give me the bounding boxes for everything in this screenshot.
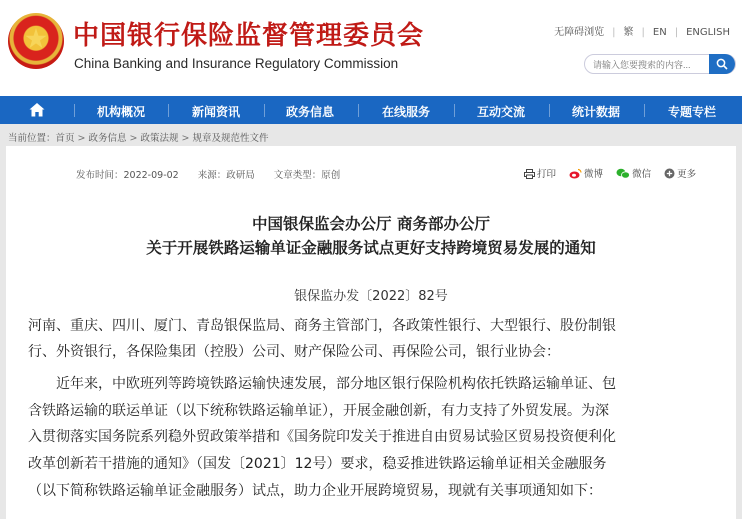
body-line: 行、外资银行，各保险集团（控股）公司、财产保险公司、再保险公司，银行业协会：: [28, 344, 560, 360]
body-line: 改革创新若干措施的通知》（国发〔2021〕12号）要求，稳妥推进铁路运输单证相关金融服务: [28, 456, 607, 472]
printer-icon: [524, 169, 535, 179]
nav-divider: [168, 104, 169, 117]
document-number: 银保监办发〔2022〕82号: [294, 289, 448, 304]
nav-item-online-service[interactable]: 在线服务: [382, 105, 431, 119]
weibo-icon: [569, 168, 582, 179]
main-nav: [0, 96, 742, 124]
body-line: 含铁路运输的联运单证（以下统称铁路运输单证），开展金融创新，有力支持了外贸发展。为深: [28, 403, 609, 419]
print-label: 打印: [537, 169, 557, 180]
publish-date: 发布时间：2022-09-02: [76, 170, 179, 181]
article-source: 来源：政研局: [197, 170, 255, 181]
more-label: 更多: [677, 169, 697, 180]
article-meta: [76, 167, 356, 181]
nav-divider: [358, 104, 359, 117]
breadcrumb: 当前位置：首页 > 政务信息 > 政策法规 > 规章及规范性文件: [8, 133, 269, 144]
breadcrumb-prefix: 当前位置：: [8, 133, 56, 144]
search-icon: [716, 58, 728, 70]
breadcrumb-home[interactable]: 首页: [55, 133, 75, 144]
breadcrumb-regulations[interactable]: 规章及规范性文件: [192, 133, 269, 144]
breadcrumb-gov-info[interactable]: 政务信息: [88, 133, 127, 144]
site-title-cn: 中国银行保险监督管理委员会: [73, 21, 425, 51]
nav-item-statistics[interactable]: 统计数据: [572, 105, 621, 119]
nav-divider: [74, 104, 75, 117]
nav-divider: [264, 104, 265, 117]
nav-divider: [454, 104, 455, 117]
nav-item-gov-info[interactable]: 政务信息: [286, 105, 335, 119]
wechat-label: 微信: [632, 169, 652, 180]
english-link[interactable]: ENGLISH: [686, 27, 730, 38]
search-box: [584, 54, 736, 74]
home-icon[interactable]: [28, 101, 46, 119]
national-emblem-icon: [8, 13, 64, 69]
en-link[interactable]: EN: [652, 27, 667, 38]
site-title-en: China Banking and Insurance Regulatory Commission: [74, 56, 399, 71]
search-input[interactable]: [593, 57, 701, 72]
nav-item-interaction[interactable]: 互动交流: [477, 105, 526, 119]
share-bar: [524, 166, 706, 180]
article-panel: [6, 146, 736, 519]
article-type: 文章类型：原创: [273, 170, 341, 181]
site-header: [0, 0, 742, 96]
weibo-share-button[interactable]: [569, 166, 603, 180]
weibo-label: 微博: [584, 169, 604, 180]
document-title-line2: 关于开展铁路运输单证金融服务试点更好支持跨境贸易发展的通知: [146, 239, 596, 257]
wechat-share-button[interactable]: [616, 166, 651, 180]
nav-divider: [644, 104, 645, 117]
traditional-chinese-link[interactable]: 繁: [623, 27, 634, 38]
nav-divider: [549, 104, 550, 117]
nav-item-special-topics[interactable]: 专题专栏: [668, 105, 717, 119]
document-title-line1: 中国银保监会办公厅 商务部办公厅: [252, 215, 490, 233]
top-links: 无障碍浏览 | 繁 | EN | ENGLISH: [554, 23, 730, 38]
wechat-icon: [616, 168, 630, 179]
print-button[interactable]: [524, 166, 556, 180]
nav-item-about[interactable]: 机构概况: [97, 105, 146, 119]
body-line: 河南、重庆、四川、厦门、青岛银保监局、商务主管部门，各政策性银行、大型银行、股份制银: [28, 318, 616, 334]
more-share-button[interactable]: [664, 166, 696, 180]
plus-circle-icon: [664, 168, 675, 179]
search-button[interactable]: [709, 54, 735, 74]
body-line: （以下简称铁路运输单证金融服务）试点，助力企业开展跨境贸易，现就有关事项通知如下：: [28, 483, 602, 499]
nav-item-news[interactable]: 新闻资讯: [192, 105, 241, 119]
body-line: 入贯彻落实国务院系列稳外贸政策举措和《国务院印发关于推进自由贸易试验区贸易投资便利化: [28, 429, 616, 445]
breadcrumb-policy[interactable]: 政策法规: [140, 133, 179, 144]
body-line: 近年来，中欧班列等跨境铁路运输快速发展，部分地区银行保险机构依托铁路运输单证、包: [28, 376, 616, 392]
accessibility-link[interactable]: 无障碍浏览: [554, 27, 605, 38]
